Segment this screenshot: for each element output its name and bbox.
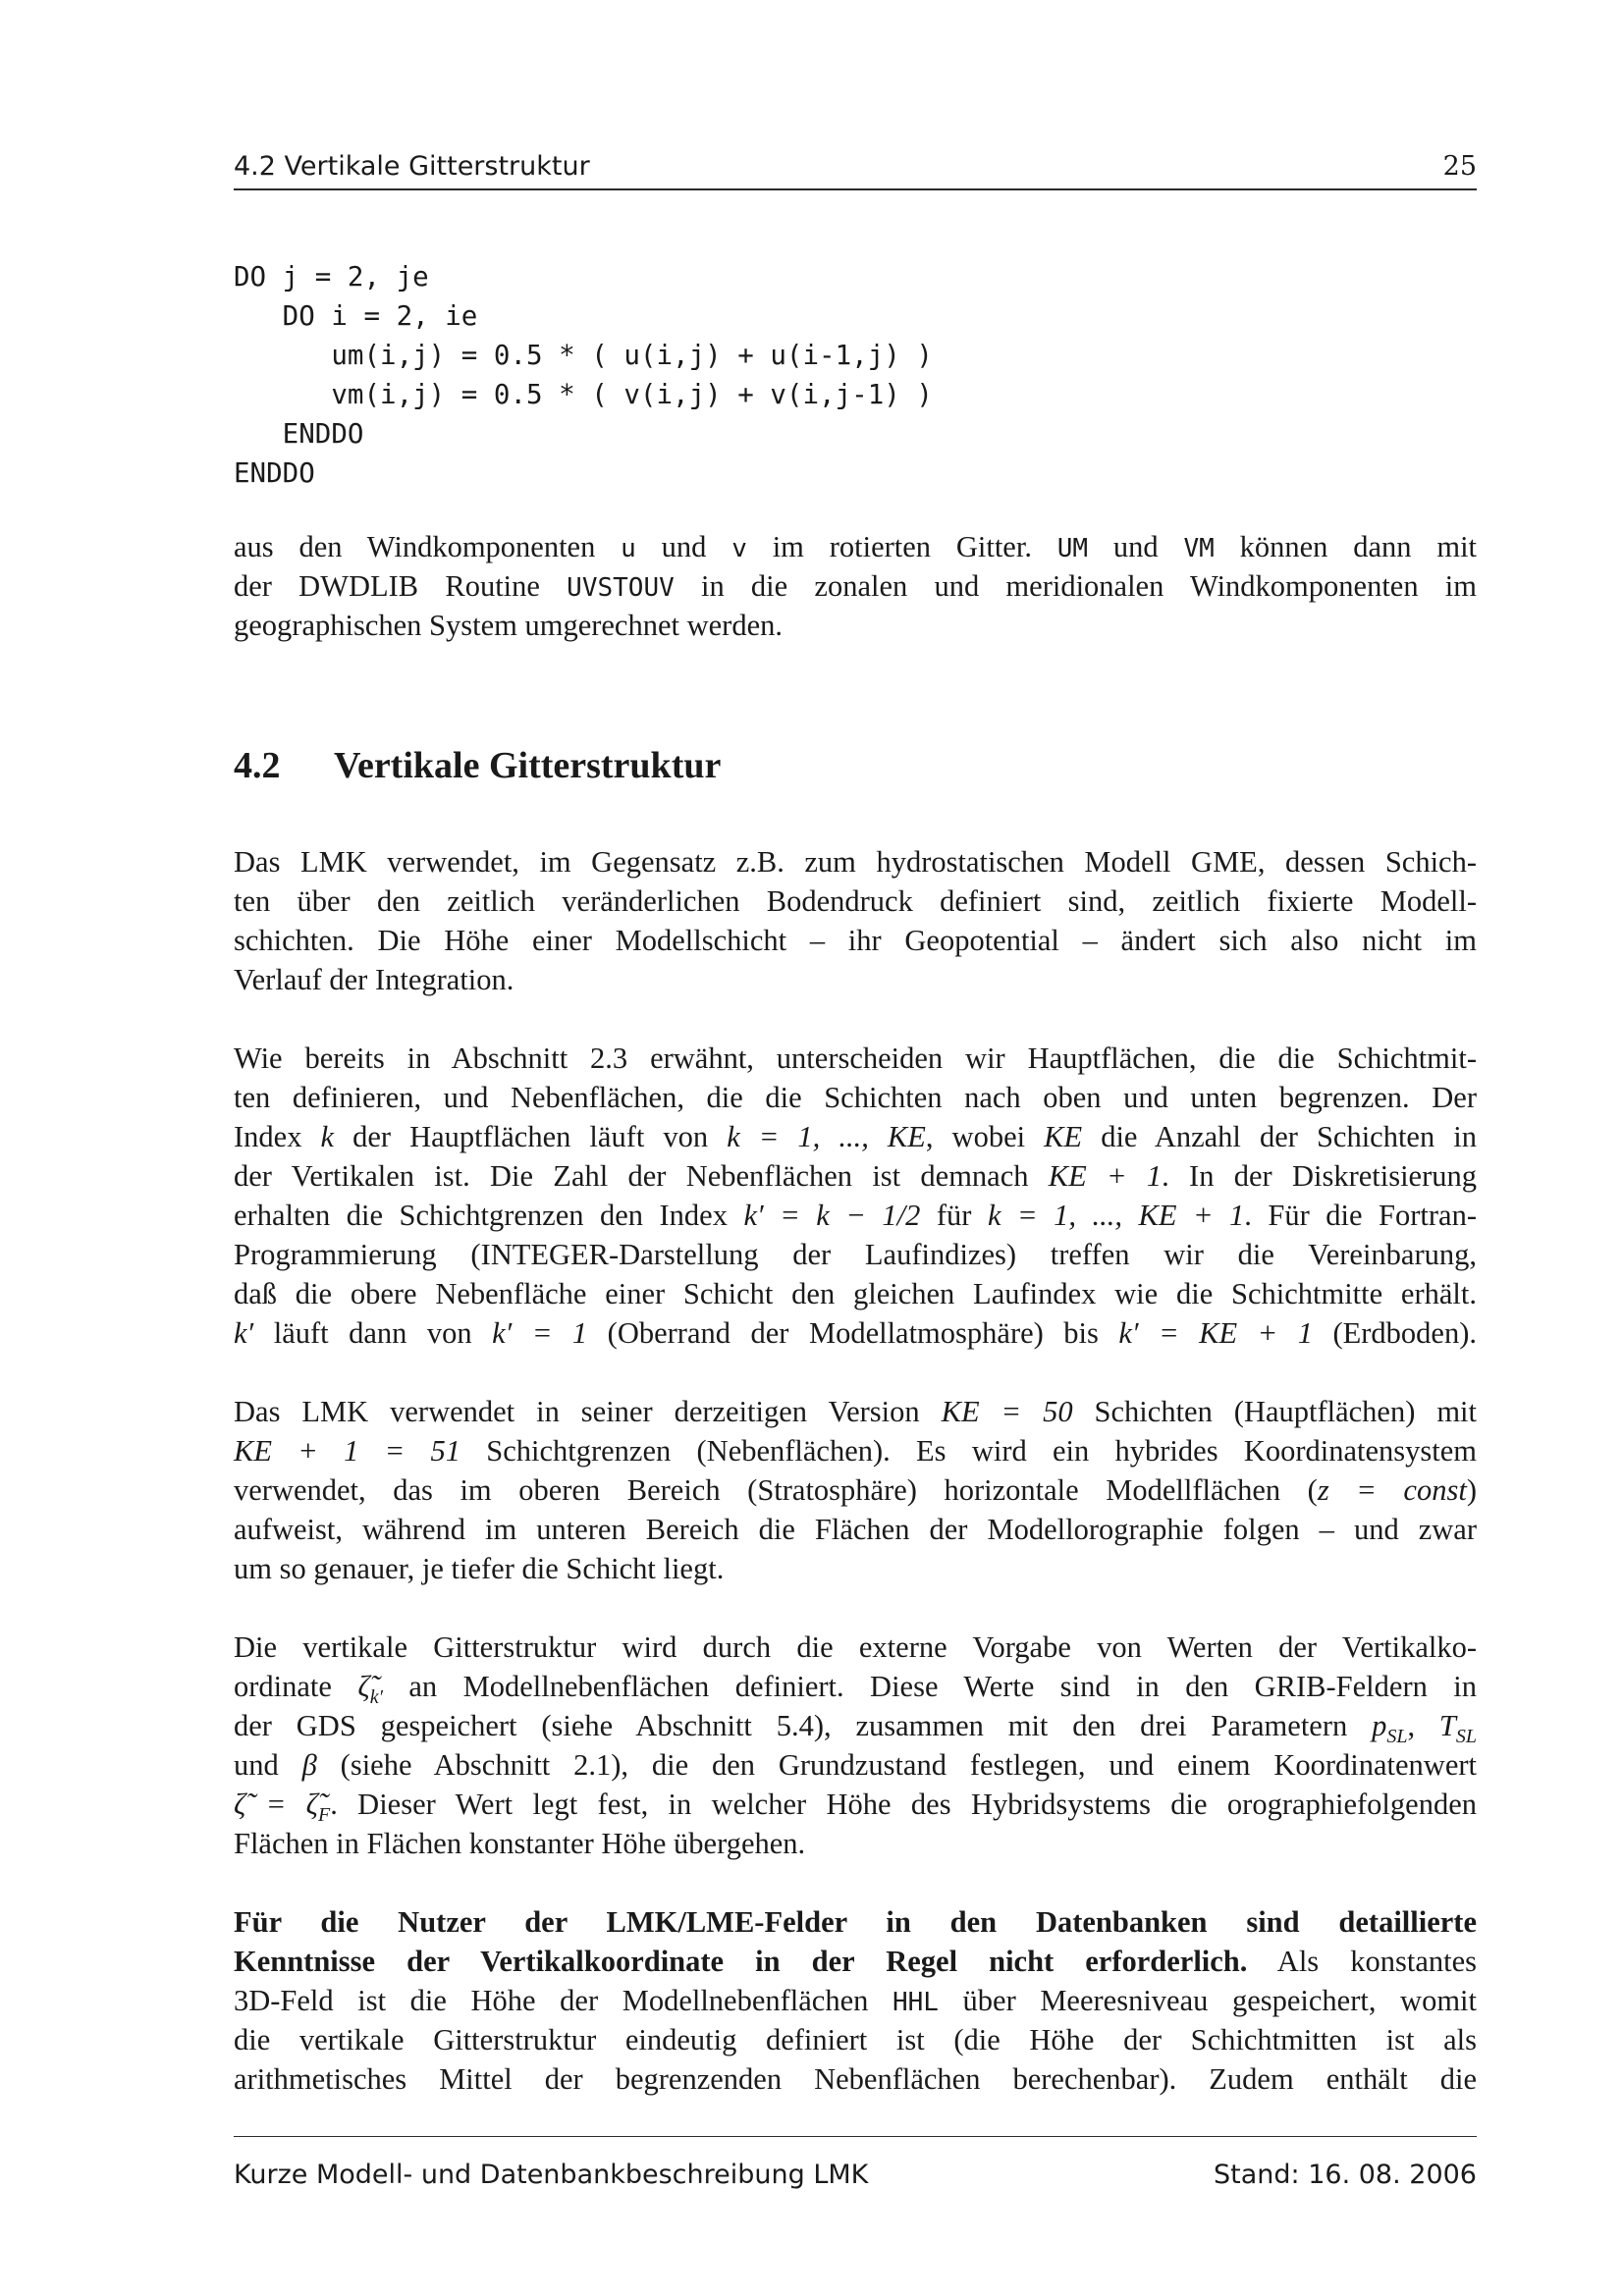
running-header	[234, 147, 1477, 190]
routine-name: UVSTOUV	[567, 573, 675, 603]
footer-date: Stand: 16. 08. 2006	[1214, 2160, 1477, 2190]
paragraph-2: Wie bereits in Abschnitt 2.3 erwähnt, unterscheiden wir Hauptflächen, die die Schichtmit- ten definieren, und Nebenflächen, die die Schichten nach oben und unten begrenzen. Der Index k der Hauptflächen läuft von k = 1, ..., KE, wobei KE die Anzahl der Schichten in der Vertikalen ist. Die Zahl der Nebenflächen ist demnach KE + 1. In der Diskretisierung erhalten die Schichtgrenzen den Index k′ = k − 1/2 für k = 1, ..., KE + 1. Für die Fortran- Programmierung (INTEGER-Darstellung der Laufindizes) treffen wir die Vereinbarung, daß die obere Nebenfläche einer Schicht den gleichen Laufindex wie die Schichtmitte erhält. k′ läuft dann von k′ = 1 (Oberrand der Modellatmosphäre) bis k′ = KE + 1 (Erdboden).	[234, 1041, 1478, 1350]
running-footer	[234, 2156, 1477, 2195]
paragraph-4: Die vertikale Gitterstruktur wird durch die externe Vorgabe von Werten der Vertikalko- ordinate $\zetã_{k'}$ an Modellnebenflächen definiert. Diese Werte sind in den GRIB-Feldern in der GDS gespeichert (siehe Abschnitt 5.4), zusammen mit den drei Parametern $p_{SL}$, $T_{SL}$ und β (siehe Abschnitt 2.1), die den Grundzustand festlegen, und einem Koordinatenwert ζ̃ = $\zetã_F$. Dieser Wert legt fest, in welcher Höhe des Hybridsystems die orographiefolgenden Flächen in Flächen konstanter Höhe übergehen.	[234, 1630, 1478, 1860]
code-line: vm(i,j) = 0.5 * ( v(i,j) + v(i,j-1) )	[234, 379, 933, 410]
page-number: 25	[1442, 151, 1477, 182]
footer-divider	[234, 2136, 1477, 2137]
code-line: um(i,j) = 0.5 * ( u(i,j) + u(i-1,j) )	[234, 340, 933, 371]
section-number: 4.2	[234, 745, 281, 786]
paragraph-3: Das LMK verwendet in seiner derzeitigen Version KE = 50 Schichten (Hauptflächen) mit KE + 1 = 51 Schichtgrenzen (Nebenflächen). Es wird ein hybrides Koordinatensystem verwendet, das im oberen Bereich (Stratosphäre) horizontale Modellflächen (z = const) aufweist, während im unteren Bereich die Flächen der Modellorographie folgen – und zwar um so genauer, je tiefer die Schicht liegt.	[234, 1395, 1478, 1585]
code-block	[234, 257, 933, 493]
code-line: ENDDO	[234, 418, 364, 450]
paragraph-wind-components: aus den Windkomponenten u und v im rotierten Gitter. UM und VM können dann mit der DWDLIB Routine UVSTOUV in die zonalen und meridionalen Windkomponenten im geographischen System umgerechnet werden.	[234, 530, 1478, 642]
code-line: ENDDO	[234, 457, 315, 489]
section-heading	[234, 742, 721, 789]
paragraph-1: Das LMK verwendet, im Gegensatz z.B. zum hydrostatischen Modell GME, dessen Schich- ten über den zeitlich veränderlichen Bodendruck definiert sind, zeitlich fixierte Modell- schichten. Die Höhe einer Modellschicht – ihr Geopotential – ändert sich also nicht im Verlauf der Integration.	[234, 845, 1477, 996]
code-line: DO j = 2, je	[234, 261, 429, 293]
code-line: DO i = 2, ie	[234, 300, 478, 332]
section-title: Vertikale Gitterstruktur	[334, 745, 722, 786]
paragraph-5: Für die Nutzer der LMK/LME-Felder in den Datenbanken sind detaillierte Kenntnisse der Vertikalkoordinate in der Regel nicht erforderlich. Als konstantes 3D-Feld ist die Höhe der Modellnebenflächen HHL über Meeresniveau gespeichert, womit die vertikale Gitterstruktur eindeutig definiert ist (die Höhe der Schichtmitten ist als arithmetisches Mittel der begrenzenden Nebenflächen berechenbar). Zudem enthält die	[234, 1902, 1477, 2099]
header-section-title: 4.2 Vertikale Gitterstruktur	[234, 151, 590, 182]
emphasis-text: Für die Nutzer der LMK/LME-Felder in den Datenbanken sind detaillierte	[234, 1905, 1477, 1939]
footer-document-title: Kurze Modell- und Datenbankbeschreibung LMK	[234, 2160, 869, 2190]
